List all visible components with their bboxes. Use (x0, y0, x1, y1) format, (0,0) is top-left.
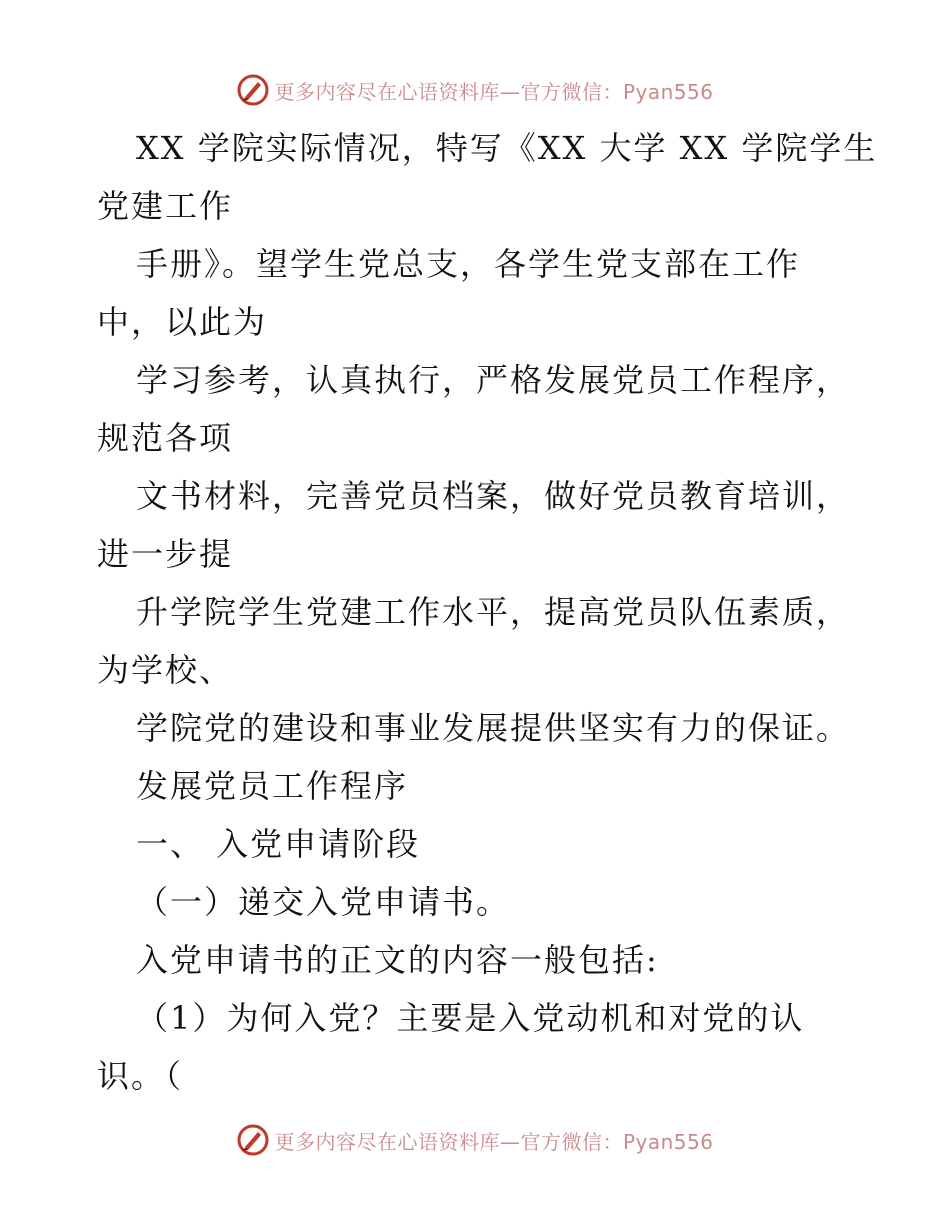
paragraph-line: 中，以此为 (97, 303, 268, 341)
footer-watermark-banner (0, 1120, 950, 1160)
header-watermark-text: 更多内容尽在心语资料库—官方微信：Pyan556 (274, 79, 714, 104)
list-item-line: （1）为何入党？主要是入党动机和对党的认 (136, 999, 805, 1037)
subsection-heading: （一）递交入党申请书。 (136, 883, 511, 921)
paragraph-line: 入党申请书的正文的内容一般包括: (136, 941, 659, 979)
section-heading: 发展党员工作程序 (136, 767, 409, 805)
paragraph-line: 升学院学生党建工作水平，提高党员队伍素质， (136, 593, 851, 631)
paragraph-line: 手册》。望学生党总支，各学生党支部在工作 (136, 245, 801, 283)
section-heading: 一、 入党申请阶段 (136, 825, 421, 863)
list-item-line: 识。（ (97, 1057, 184, 1095)
paragraph-line: 文书材料，完善党员档案，做好党员教育培训， (136, 477, 851, 515)
paragraph-line: 党建工作 (97, 187, 234, 225)
paragraph-line: 学院党的建设和事业发展提供坚实有力的保证。 (136, 709, 851, 747)
brush-pen-logo-icon (236, 1123, 270, 1157)
brush-pen-logo-icon (236, 73, 270, 107)
footer-watermark-text: 更多内容尽在心语资料库—官方微信：Pyan556 (274, 1129, 714, 1154)
paragraph-line: 为学校、 (97, 651, 234, 689)
paragraph-line: 学习参考，认真执行，严格发展党员工作程序， (136, 361, 851, 399)
paragraph-line: XX 学院实际情况，特写《XX 大学 XX 学院学生 (136, 129, 878, 167)
paragraph-line: 进一步提 (97, 535, 234, 573)
paragraph-line: 规范各项 (97, 419, 234, 457)
header-watermark-banner (0, 70, 950, 110)
